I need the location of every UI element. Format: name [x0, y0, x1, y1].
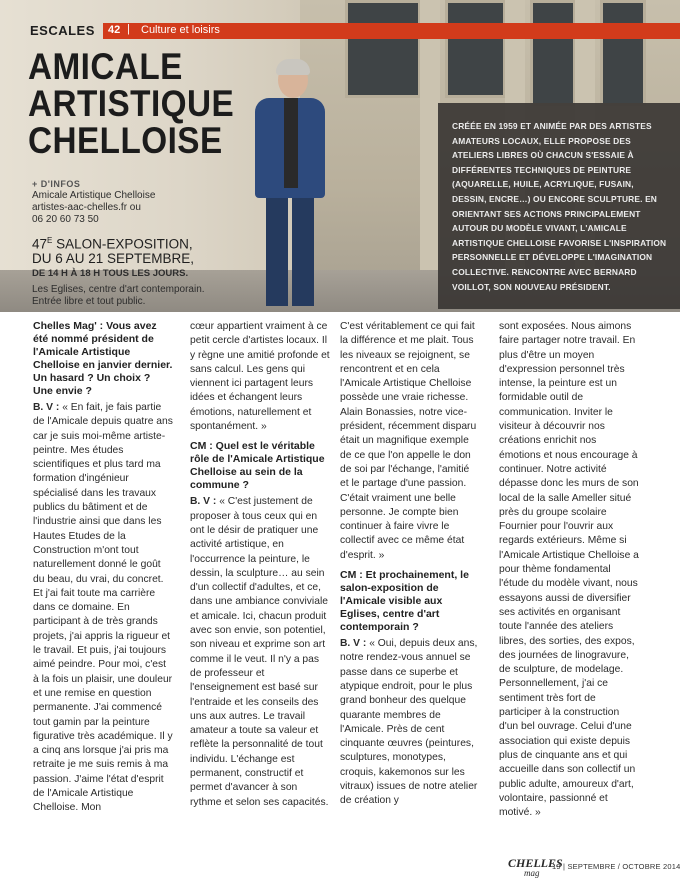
intro-text: CRÉÉE EN 1959 ET ANIMÉE PAR DES ARTISTES AMATEURS LOCAUX, ELLE PROPOSE DES ATELIERS LIBRES OÙ CHACUN S'ESSAIE À DIFFÉRENTES TECHNIQUES DE PEINTURE (AQUARELLE, HUILE, ACRYLIQUE, FUSAIN, DESSIN, ENCRE…) OU ENCORE SCULPTURE. EN ORIENTANT SES ACTIONS PRINCIPALEMENT AUTOUR DU MODÈLE VIVANT, L'AMICALE ARTISTIQUE CHELLOISE FAVORISE L'INSPIRATION PERSONNELLE ET DÉVELOPPE L'IMAGINATION COLLECTIVE. RENCONTRE AVEC BERNARD VOILLOT, SON NOUVEAU PRÉSIDENT.: [452, 121, 667, 292]
folio: 19 | SEPTEMBRE / OCTOBRE 2014: [552, 862, 680, 871]
article-body: [33, 320, 653, 860]
church-window: [600, 0, 646, 106]
title-line-2: ARTISTIQUE: [28, 83, 235, 124]
title-line-1: AMICALE: [28, 46, 183, 87]
page-number: 42: [108, 24, 121, 36]
info-box: [32, 178, 262, 308]
expo-hours: DE 14 H À 18 H TOUS LES JOURS.: [32, 267, 189, 279]
logo-sub: mag: [524, 868, 540, 878]
answer-1-text: « En fait, je fais partie de l'Amicale depuis quatre ans car je suis moi-même artiste-peintre. Mes études scientifiques et plus tard ma formation d'ingénieur spécialisé dans les travaux publics du bâtiment et de l'industrie ainsi que dans les Hautes Etudes de la Construction m'ont tout naturellement donné le goût du beau, du vrai, du concret. Et j'ai fait toute ma carrière dans ce domaine. En participant à de très grands projets, j'ai appris la rigueur et le travail. Et puis, j'ai toujours aimé peindre. Pour moi, c'est à la fois un plaisir, une douleur et une remise en question permanente. J'ai commencé tout gamin par la peinture figurative très académique. Il y a cinq ans lorsque j'ai pris ma retraite je me suis remis à ma passion. J'aime l'état d'esprit de l'Amicale Artistique Chelloise. Mon: [33, 402, 173, 814]
info-heading: [32, 178, 262, 190]
column-3: [340, 320, 480, 815]
place-line-1: Les Eglises, centre d'art contemporain.: [32, 283, 205, 295]
answer-1-part-2: cœur appartient vraiment à ce petit cercle d'artistes locaux. Il y règne une amitié profonde et sans calcul. Les gens qui viennent ici partagent leurs idées et échangent leurs émotions, naturellement et spontanément. »: [190, 321, 330, 433]
stone-pillar: [420, 0, 440, 312]
expo-title: [32, 234, 262, 266]
answer-3-part-1: [340, 637, 480, 809]
column-1: [33, 320, 173, 822]
expo-line-2: DU 6 AU 21 SEPTEMBRE,: [32, 250, 195, 266]
answer-3-part-2: sont exposées. Nous aimons faire partager notre travail. En plus d'être un moyen d'expression personnel très intense, la peinture est un formidable outil de communication. Inviter le visiteur à découvrir nos créations enrichit nos émotions et nous encourage à continuer. Notre activité dépasse donc les murs de son local de la salle Ameller situé près du groupe scolaire Fournier pour l'ouvrir aux regards extérieurs. Même si l'Amicale Artistique Chelloise a pour thème fondamental l'étude du modèle vivant, nous essayons aussi de diversifier ses activités en organisant toute l'année des ateliers libres, des sorties, des expos, des journées de linogravure, de sculpture, de modelage. Personnellement, j'ai ce sentiment très fort de participer à la construction d'un bel ouvrage. Celui d'une association qui existe depuis plus de cinquante ans et qui accueille dans son collectif un public adulte, amoureux d'art, volontaire, passionné et motivé. »: [499, 321, 639, 819]
intro-box: [438, 103, 680, 309]
expo-number: 47: [32, 236, 48, 252]
answer-1-part-1: [33, 401, 173, 816]
person-hair: [276, 59, 310, 75]
church-window: [345, 0, 421, 98]
title-line-3: CHELLOISE: [28, 120, 223, 161]
speaker-label: B. V :: [33, 402, 60, 413]
place-line-2: Entrée libre et tout public.: [32, 295, 146, 307]
answer-2-text: « C'est justement de proposer à tous ceux qui en ont le désir de pratiquer une activité artistique, en l'occurrence la peinture, le dessin, la sculpture… au sein d'un collectif d'adultes, et ce, dans une ambiance conviviale et amicale. Ici, chacun produit avec son envie, son potentiel, son niveau et exprime son art comme il le veut. Il n'y a pas de professeur et l'enseignement est basé sur l'entraide et les conseils des uns aux autres. Le travail amateur a toute sa valeur et reflète la personnalité de tout individu. L'échange est permanent, constructif et permet d'avancer à son rythme et selon ses capacités.: [190, 496, 329, 808]
article-title: [28, 48, 244, 159]
section-tag: ESCALES: [30, 23, 95, 38]
section-name: Culture et loisirs: [141, 24, 220, 36]
church-window: [445, 0, 506, 98]
info-label: + D'INFOS: [32, 179, 81, 189]
expo-place: [32, 284, 262, 308]
church-window: [530, 0, 576, 106]
section-header: [0, 23, 680, 39]
question-2: CM : Quel est le véritable rôle de l'Amicale Artistique Chelloise au sein de la commune ?: [190, 440, 325, 492]
portrait-bernard-voillot: [250, 62, 330, 312]
info-website[interactable]: artistes-aac-chelles.fr ou: [32, 202, 141, 213]
answer-2-part-1: [190, 495, 330, 810]
column-2: [190, 320, 330, 816]
answer-3-text: « Oui, depuis deux ans, notre rendez-vous annuel se passe dans ce superbe et atypique endroit, pour le plus grand bonheur des quelque quarante membres de l'Amicale. Près de cent cinquante œuvres (peintures, sculptures, monotypes, croquis, kakemonos sur les vitraux) issues de notre atelier de création y: [340, 638, 478, 807]
page-footer: [508, 858, 680, 878]
info-phone[interactable]: 06 20 60 73 50: [32, 214, 99, 225]
answer-2-part-2: C'est véritablement ce qui fait la différence et me plait. Tous les niveaux se rejoignent, se rencontrent et en cela l'Amicale Artistique Chelloise possède une vraie richesse. Alain Bonassies, notre vice-président, récemment disparu était un magnifique exemple de ce que l'on appelle le don de soi par l'échange, l'amitié et le partage d'une passion. C'était vraiment une belle personne. Je compte bien continuer à faire vivre le collectif avec ce même état d'esprit. »: [340, 321, 477, 561]
question-3: CM : Et prochainement, le salon-exposition de l'Amicale visible aux Eglises, centre d'art contemporain ?: [340, 569, 469, 634]
logo-main: CHELLES: [508, 856, 563, 870]
person-legs: [266, 198, 314, 306]
expo-line-1: SALON-EXPOSITION,: [52, 236, 193, 252]
info-org: Amicale Artistique Chelloise: [32, 190, 156, 201]
speaker-label: B. V :: [190, 496, 217, 508]
expo-suffix: E: [47, 236, 53, 245]
column-4: [499, 320, 639, 826]
person-scarf: [284, 98, 298, 188]
header-separator: |: [127, 23, 130, 35]
speaker-label: B. V :: [340, 638, 367, 650]
question-1: Chelles Mag' : Vous avez été nommé président de l'Amicale Artistique Chelloise en janvier dernier. Un hasard ? Un choix ? Une envie ?: [33, 320, 173, 397]
